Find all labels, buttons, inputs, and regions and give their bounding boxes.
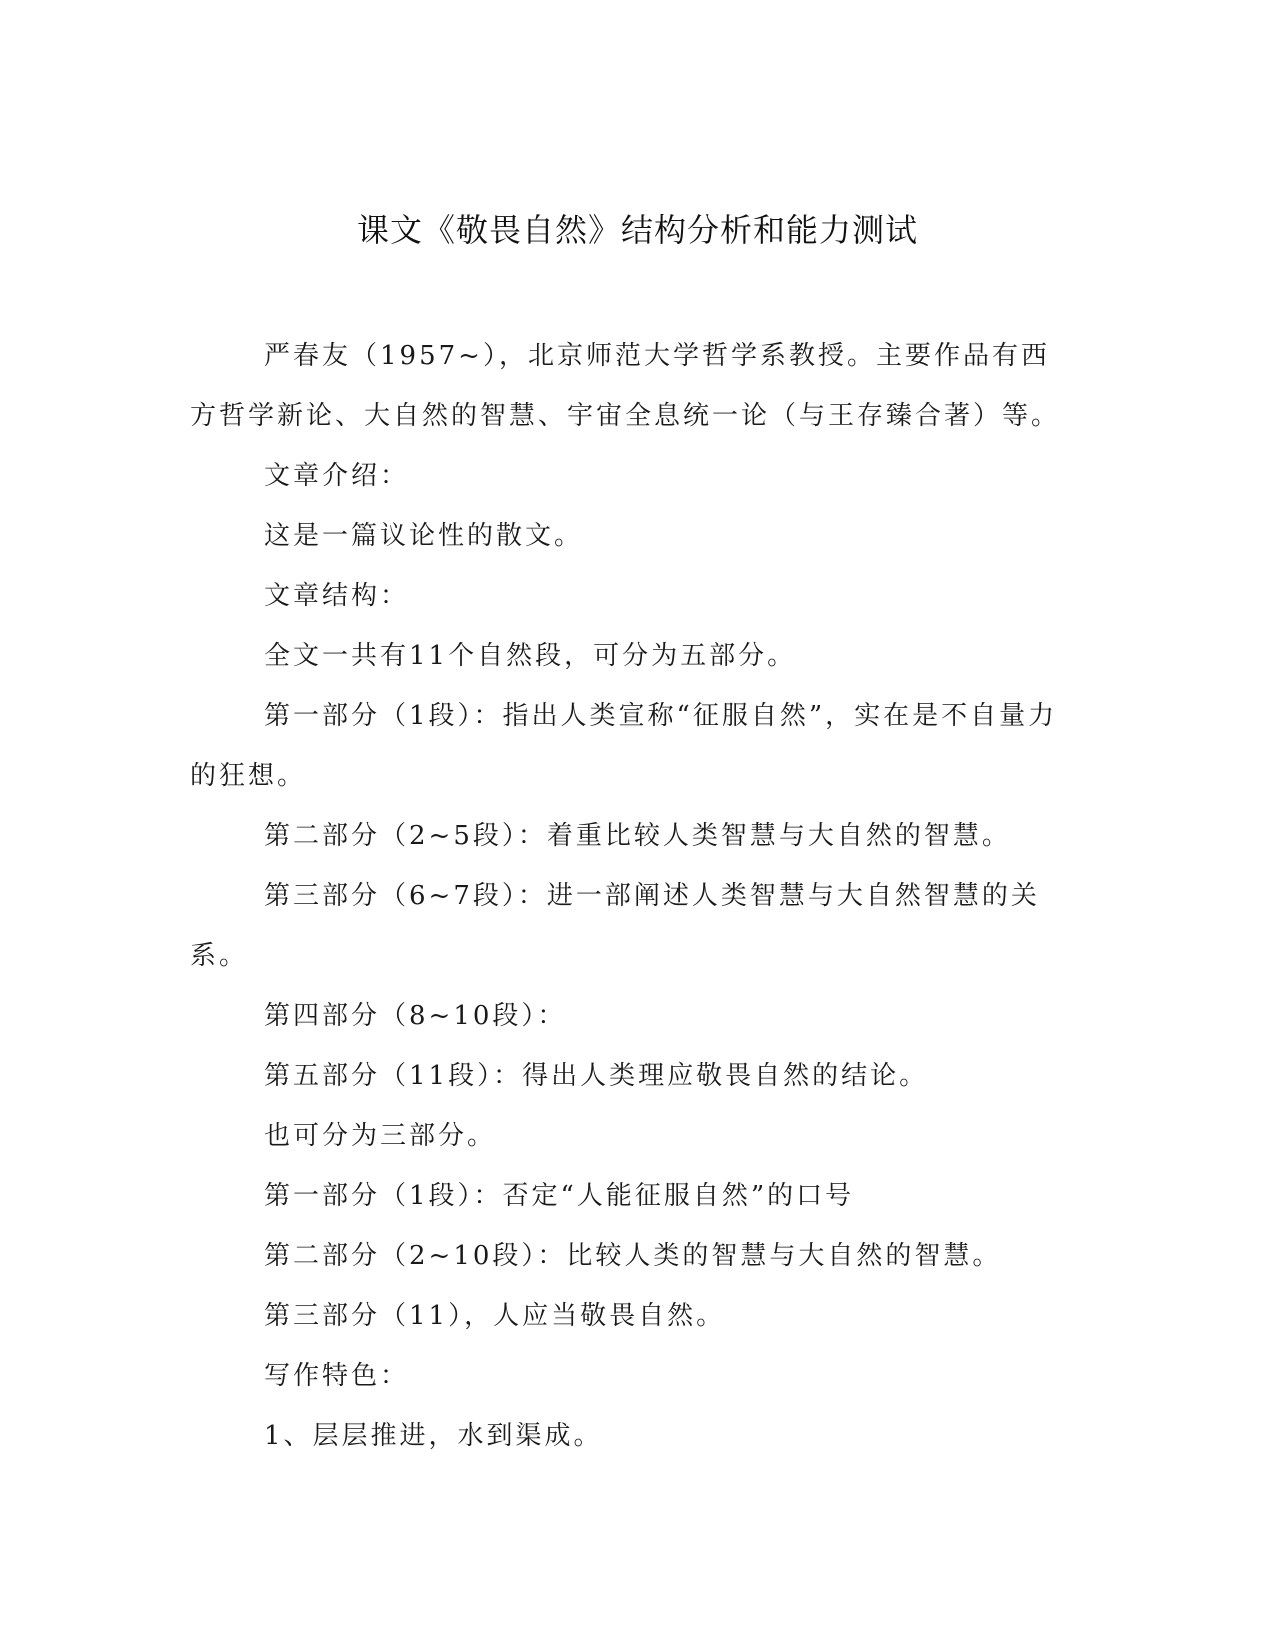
paragraph-author-intro: 严春友（1957~），北京师范大学哲学系教授。主要作品有西方哲学新论、大自然的智慧、宇宙全息统一论（与王存臻合著）等。 (190, 341, 1061, 431)
paragraph-part-five: 第五部分（11段）：得出人类理应敬畏自然的结论。 (264, 1061, 929, 1091)
paragraph-alt-part-one: 第一部分（1段）：否定“人能征服自然”的口号 (264, 1181, 855, 1211)
paragraph-alt-part-two: 第二部分（2~10段）：比较人类的智慧与大自然的智慧。 (264, 1241, 1002, 1271)
paragraph-part-four: 第四部分（8~10段）： (264, 1001, 567, 1031)
paragraph-alt-structure: 也可分为三部分。 (264, 1121, 497, 1151)
paragraph-writing-feature-one: 1、层层推进，水到渠成。 (264, 1421, 603, 1451)
paragraph-part-two: 第二部分（2~5段）：着重比较人类智慧与大自然的智慧。 (264, 821, 1011, 851)
document-body (190, 326, 1070, 1466)
paragraph-article-intro-heading: 文章介绍： (264, 461, 410, 491)
paragraph-structure-overview: 全文一共有11个自然段，可分为五部分。 (264, 641, 797, 671)
paragraph-writing-features-heading: 写作特色： (264, 1361, 410, 1391)
paragraph-part-three: 第三部分（6~7段）：进一部阐述人类智慧与大自然智慧的关系。 (190, 881, 1040, 971)
paragraph-structure-heading: 文章结构： (264, 581, 410, 611)
paragraph-alt-part-three: 第三部分（11），人应当敬畏自然。 (264, 1301, 726, 1331)
paragraph-article-genre: 这是一篇议论性的散文。 (264, 521, 584, 551)
document-title: 课文《敬畏自然》结构分析和能力测试 (356, 211, 918, 249)
paragraph-part-one: 第一部分（1段）：指出人类宣称“征服自然”，实在是不自量力的狂想。 (190, 701, 1058, 791)
